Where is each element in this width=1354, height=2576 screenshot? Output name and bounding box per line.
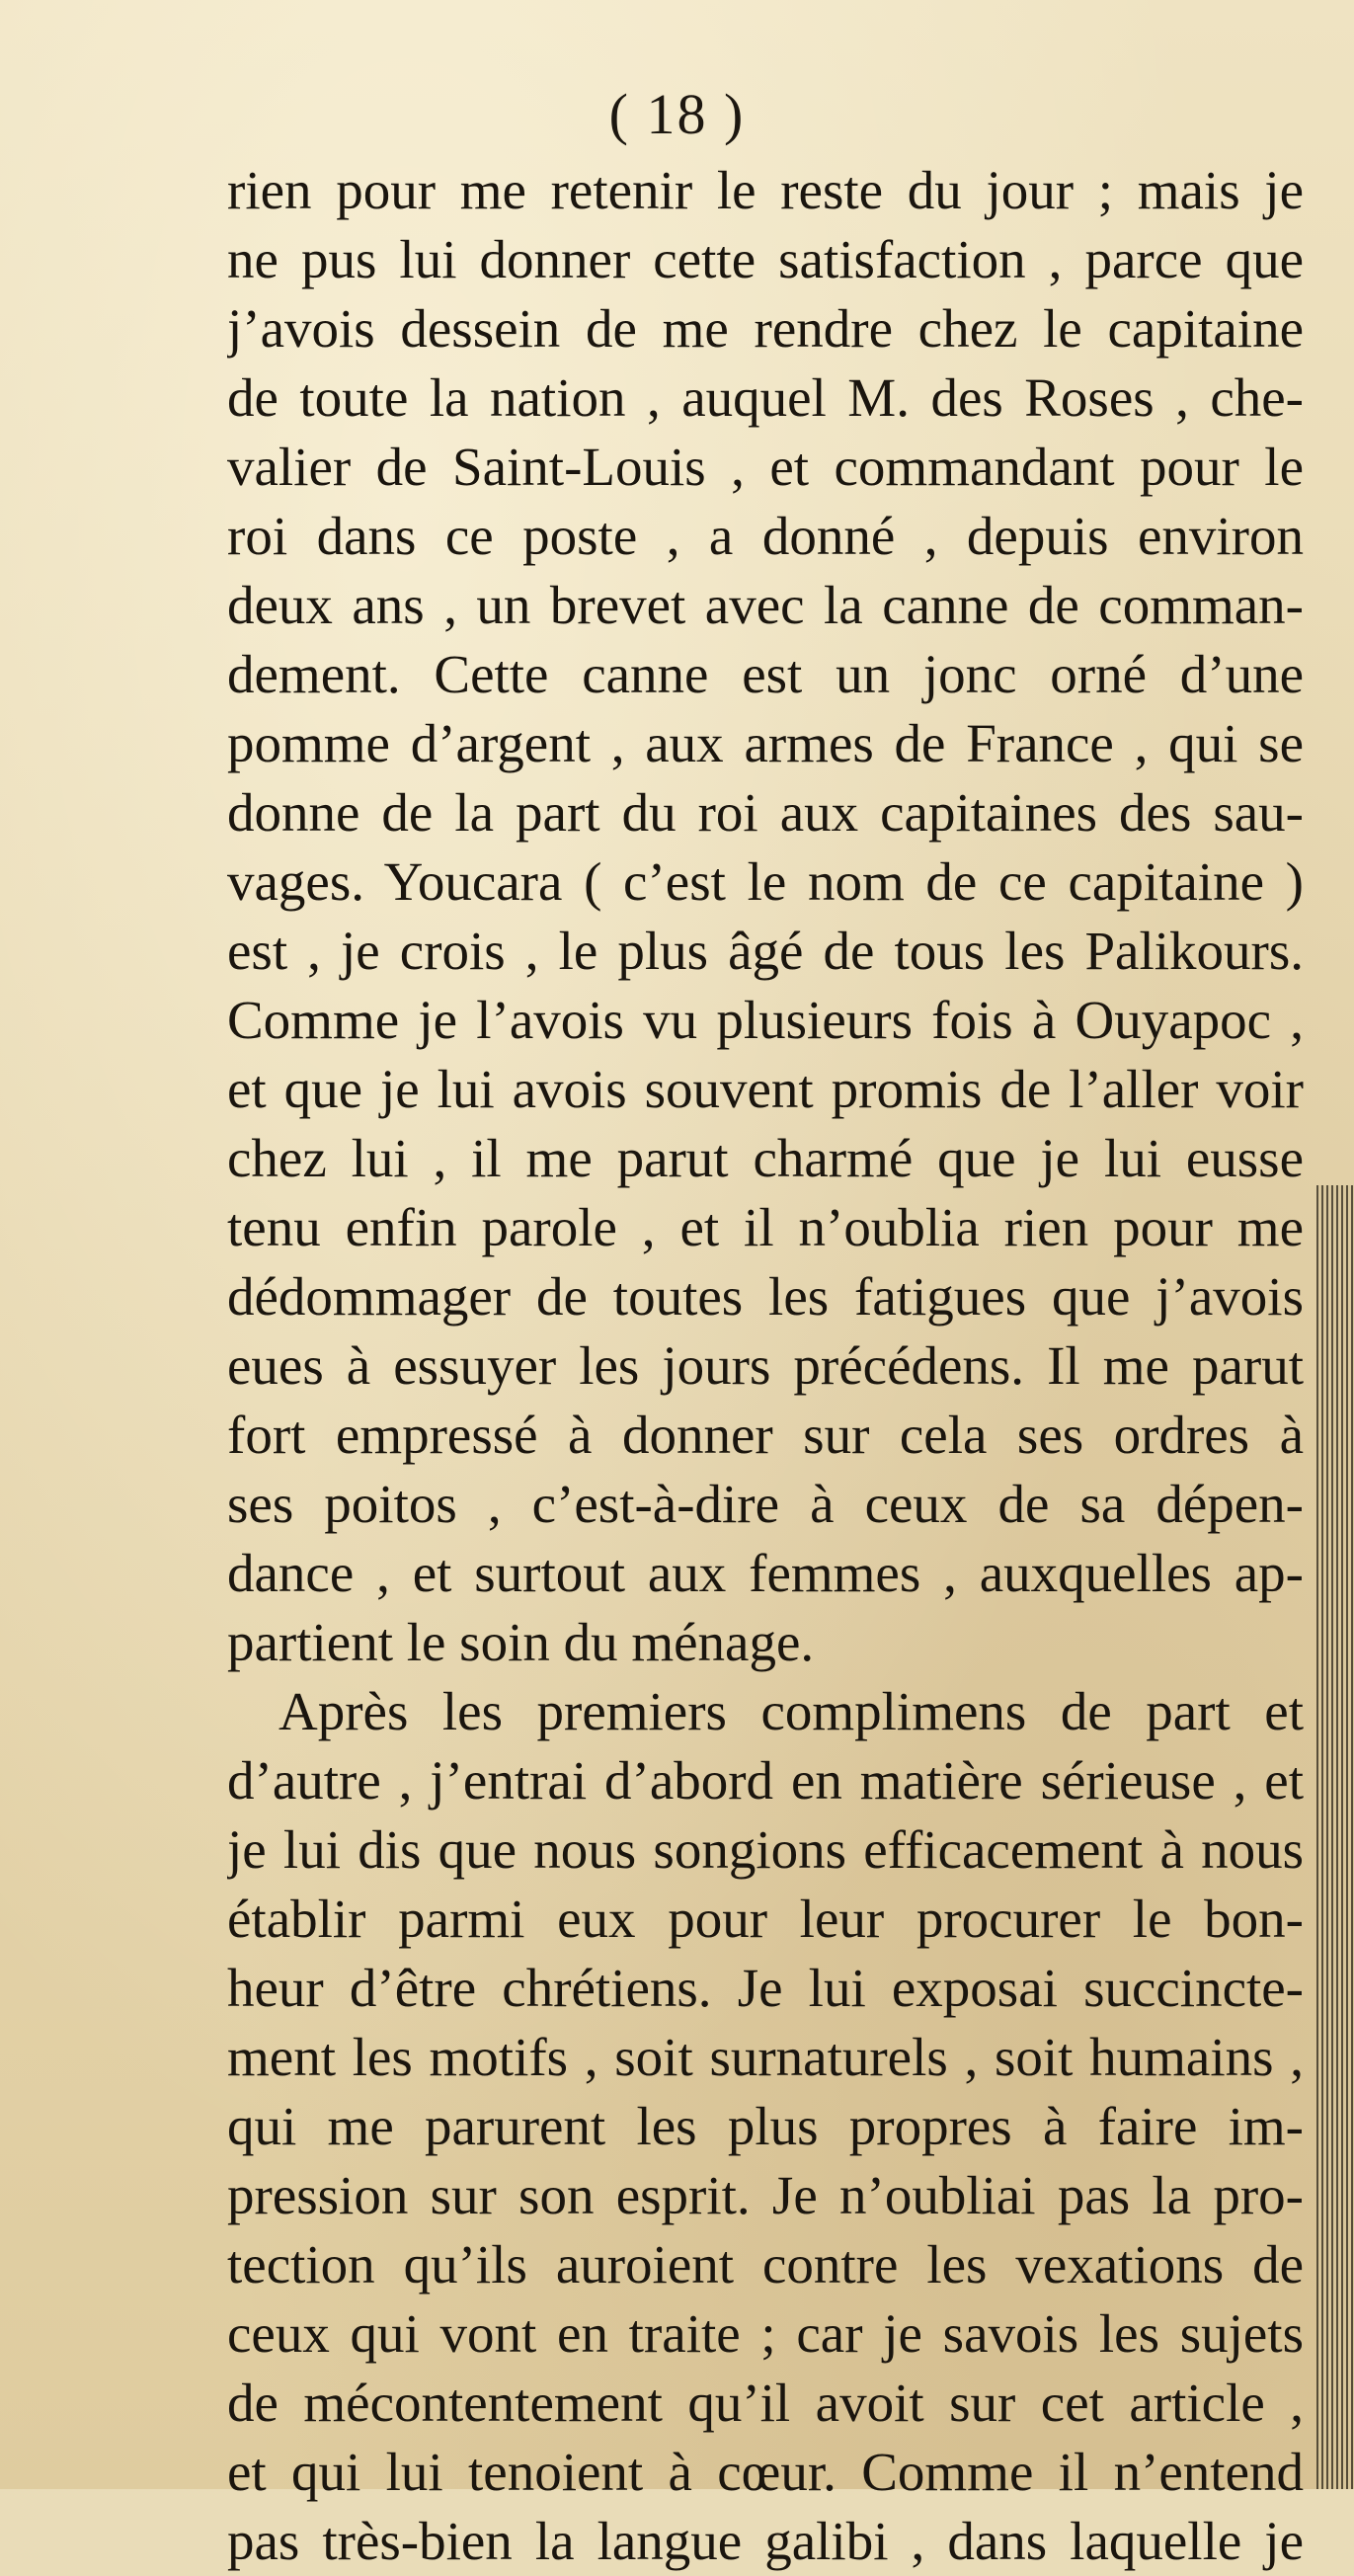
text-line: tection qu’ils auroient contre les vexations de bbox=[227, 2234, 1304, 2294]
text-line: pas très-bien la langue galibi , dans laquelle je bbox=[227, 2511, 1304, 2571]
text-line: roi dans ce poste , a donné , depuis environ bbox=[227, 506, 1304, 566]
text-line: est , je crois , le plus âgé de tous les Palikours. bbox=[227, 921, 1304, 981]
text-line: ment les motifs , soit surnaturels , soit humains , bbox=[227, 2027, 1304, 2087]
text-line: dance , et surtout aux femmes , auxquelles ap- bbox=[227, 1543, 1304, 1603]
text-line: deux ans , un brevet avec la canne de comman- bbox=[227, 575, 1304, 635]
text-line: j’avois dessein de me rendre chez le capitaine bbox=[227, 298, 1304, 359]
text-line: ceux qui vont en traite ; car je savois les sujets bbox=[227, 2303, 1304, 2364]
page-edge-shadow bbox=[1316, 1185, 1354, 2489]
text-line: rien pour me retenir le reste du jour ; mais je bbox=[227, 160, 1304, 220]
text-line: ne pus lui donner cette satisfaction , parce que bbox=[227, 229, 1304, 289]
text-line: tenu enfin parole , et il n’oublia rien pour me bbox=[227, 1197, 1304, 1257]
text-line: valier de Saint-Louis , et commandant pour le bbox=[227, 437, 1304, 497]
text-line: qui me parurent les plus propres à faire im- bbox=[227, 2096, 1304, 2156]
text-line: pomme d’argent , aux armes de France , qui se bbox=[227, 713, 1304, 773]
text-line: et qui lui tenoient à cœur. Comme il n’entend bbox=[227, 2442, 1304, 2502]
text-line: heur d’être chrétiens. Je lui exposai succincte- bbox=[227, 1958, 1304, 2018]
text-line: de mécontentement qu’il avoit sur cet article , bbox=[227, 2373, 1304, 2433]
text-line: ses poitos , c’est-à-dire à ceux de sa dépen- bbox=[227, 1474, 1304, 1534]
text-line: eues à essuyer les jours précédens. Il me parut bbox=[227, 1335, 1304, 1396]
text-line: pression sur son esprit. Je n’oubliai pas la pro- bbox=[227, 2165, 1304, 2225]
text-line: établir parmi eux pour leur procurer le bon- bbox=[227, 1889, 1304, 1949]
text-line: dement. Cette canne est un jonc orné d’une bbox=[227, 644, 1304, 704]
text-line: dédommager de toutes les fatigues que j’avois bbox=[227, 1266, 1304, 1327]
text-line: Comme je l’avois vu plusieurs fois à Ouyapoc , bbox=[227, 990, 1304, 1050]
text-line: je lui dis que nous songions efficacement à nous bbox=[227, 1819, 1304, 1880]
text-line-paragraph-start: Après les premiers complimens de part et bbox=[279, 1681, 1304, 1741]
text-line: chez lui , il me parut charmé que je lui eusse bbox=[227, 1128, 1304, 1188]
text-line: et que je lui avois souvent promis de l’aller voir bbox=[227, 1059, 1304, 1119]
text-line: vages. Youcara ( c’est le nom de ce capitaine ) bbox=[227, 851, 1304, 912]
text-line: donne de la part du roi aux capitaines des sau- bbox=[227, 782, 1304, 843]
text-line: fort empressé à donner sur cela ses ordres à bbox=[227, 1405, 1304, 1465]
body-text bbox=[227, 156, 1304, 2576]
page-number: ( 18 ) bbox=[608, 82, 746, 146]
text-line-paragraph-end: partient le soin du ménage. bbox=[227, 1612, 815, 1672]
text-line: de toute la nation , auquel M. des Roses , che- bbox=[227, 367, 1304, 428]
text-line: d’autre , j’entrai d’abord en matière sérieuse , et bbox=[227, 1750, 1304, 1811]
